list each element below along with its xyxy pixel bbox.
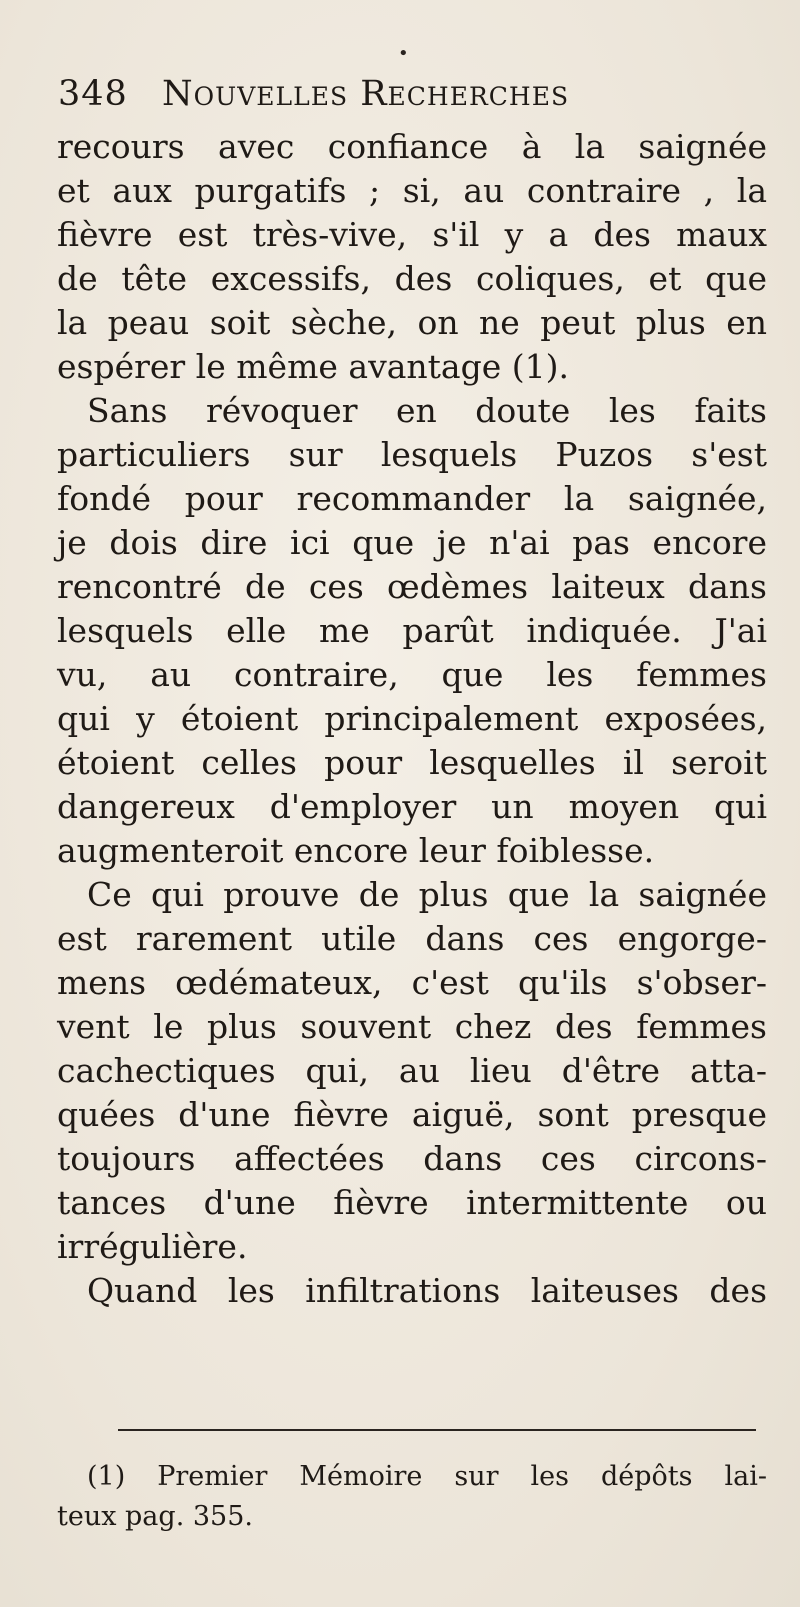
text-line: cachectiques qui, au lieu d'être atta- (57, 1051, 767, 1090)
text-line: qui y étoient principalement exposées, (57, 699, 767, 738)
footnote-line: teux pag. 355. (57, 1501, 253, 1532)
text-line: espérer le même avantage (1). (57, 347, 569, 386)
text-line: fondé pour recommander la saignée, (57, 479, 767, 518)
text-line: je dois dire ici que je n'ai pas encore (57, 523, 767, 562)
text-line: Sans révoquer en doute les faits (87, 391, 767, 430)
text-line: lesquels elle me parût indiquée. J'ai (57, 611, 767, 650)
footnote-rule (118, 1429, 756, 1431)
text-line: la peau soit sèche, on ne peut plus en (57, 303, 767, 342)
text-line: de tête excessifs, des coliques, et que (57, 259, 767, 298)
ink-mark: • (398, 43, 409, 64)
footnote (57, 1457, 767, 1537)
text-line: vu, au contraire, que les femmes (57, 655, 767, 694)
text-line: vent le plus souvent chez des femmes (57, 1007, 767, 1046)
running-title: Nouvelles Recherches (162, 74, 570, 114)
page-header (58, 74, 758, 122)
text-line: rencontré de ces œdèmes laiteux dans (57, 567, 767, 606)
footnote-line: (1) Premier Mémoire sur les dépôts lai- (87, 1461, 767, 1492)
text-line: étoient celles pour lesquelles il seroit (57, 743, 767, 782)
text-line: mens œdémateux, c'est qu'ils s'obser- (57, 963, 767, 1002)
text-line: Ce qui prouve de plus que la saignée (87, 875, 767, 914)
text-line: augmenteroit encore leur foiblesse. (57, 831, 655, 870)
text-line: et aux purgatifs ; si, au contraire , la (57, 171, 767, 210)
page-number: 348 (58, 74, 128, 114)
text-line: Quand les infiltrations laiteuses des (87, 1271, 767, 1310)
body-text (57, 125, 767, 1313)
text-line: fièvre est très-vive, s'il y a des maux (57, 215, 767, 254)
text-line: est rarement utile dans ces engorge- (57, 919, 767, 958)
text-line: recours avec confiance à la saignée (57, 127, 767, 166)
text-line: toujours affectées dans ces circons- (57, 1139, 767, 1178)
text-line: dangereux d'employer un moyen qui (57, 787, 767, 826)
text-line: particuliers sur lesquels Puzos s'est (57, 435, 767, 474)
text-line: quées d'une fièvre aiguë, sont presque (57, 1095, 767, 1134)
text-line: irrégulière. (57, 1227, 248, 1266)
text-line: tances d'une fièvre intermittente ou (57, 1183, 767, 1222)
